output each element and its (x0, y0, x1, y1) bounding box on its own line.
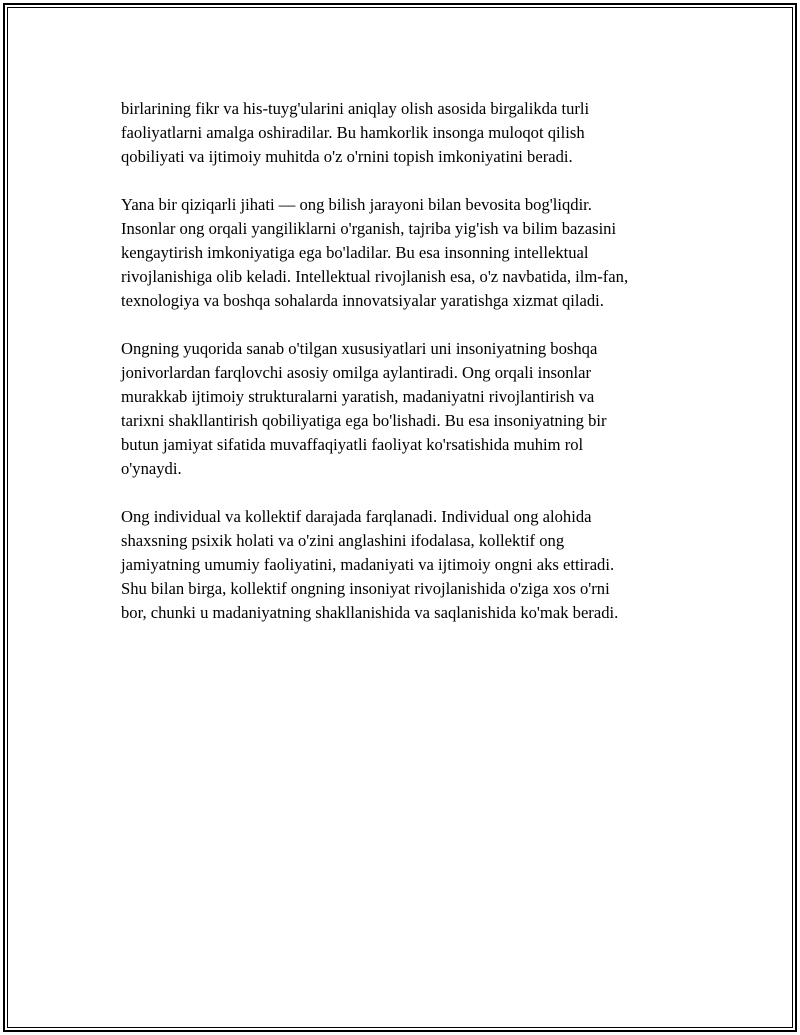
document-page (3, 3, 797, 1032)
text-line: tarixni shakllantirish qobiliyatiga ega bo'lishadi. Bu esa insoniyatning bir (121, 411, 607, 430)
text-line: Ong individual va kollektif darajada farqlanadi. Individual ong alohida (121, 507, 592, 526)
text-line: birlarining fikr va his-tuyg'ularini aniqlay olish asosida birgalikda turli (121, 99, 590, 118)
text-line: rivojlanishiga olib keladi. Intellektual rivojlanish esa, o'z navbatida, ilm-fan, (121, 267, 629, 286)
text-line: kengaytirish imkoniyatiga ega bo'ladilar. Bu esa insonning intellektual (121, 243, 589, 262)
text-line: Yana bir qiziqarli jihati — ong bilish jarayoni bilan bevosita bog'liqdir. (121, 195, 592, 214)
paragraph-2 (121, 193, 701, 313)
paragraph-4 (121, 505, 701, 625)
text-line: murakkab ijtimoiy strukturalarni yaratish, madaniyatni rivojlantirish va (121, 387, 595, 406)
text-line: qobiliyati va ijtimoiy muhitda o'z o'rnini topish imkoniyatini beradi. (121, 147, 573, 166)
text-line: shaxsning psixik holati va o'zini anglashini ifodalasa, kollektif ong (121, 531, 565, 550)
text-line: faoliyatlarni amalga oshiradilar. Bu hamkorlik insonga muloqot qilish (121, 123, 585, 142)
text-line: texnologiya va boshqa sohalarda innovatsiyalar yaratishga xizmat qiladi. (121, 291, 604, 310)
text-line: Ongning yuqorida sanab o'tilgan xususiyatlari uni insoniyatning boshqa (121, 339, 598, 358)
text-line: o'ynaydi. (121, 459, 182, 478)
text-line: jonivorlardan farqlovchi asosiy omilga aylantiradi. Ong orqali insonlar (121, 363, 592, 382)
text-line: Insonlar ong orqali yangiliklarni o'rganish, tajriba yig'ish va bilim bazasini (121, 219, 617, 238)
paragraph-1 (121, 97, 701, 169)
text-line: bor, chunki u madaniyatning shakllanishida va saqlanishida ko'mak beradi. (121, 603, 619, 622)
document-body (121, 97, 701, 649)
text-line: butun jamiyat sifatida muvaffaqiyatli faoliyat ko'rsatishida muhim rol (121, 435, 584, 454)
paragraph-3 (121, 337, 701, 481)
text-line: jamiyatning umumiy faoliyatini, madaniyati va ijtimoiy ongni aks ettiradi. (121, 555, 615, 574)
text-line: Shu bilan birga, kollektif ongning insoniyat rivojlanishida o'ziga xos o'rni (121, 579, 610, 598)
